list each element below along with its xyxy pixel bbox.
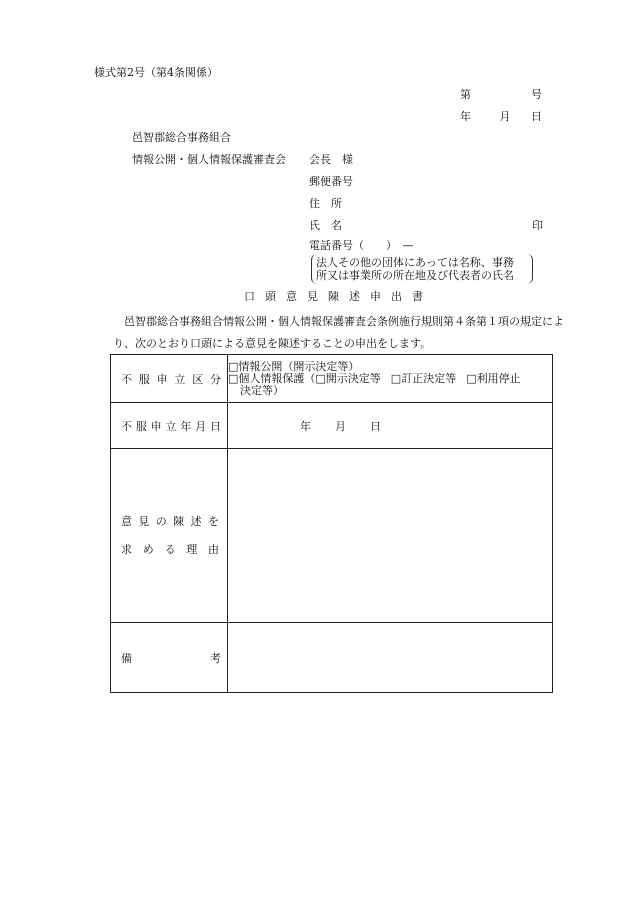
label-char: 述 (190, 514, 202, 528)
table-row (111, 449, 553, 623)
option-personal-info (228, 373, 552, 385)
document-number (460, 88, 542, 102)
label-char: 年 (180, 419, 192, 433)
label-char: 月 (195, 419, 207, 433)
appeal-day: 日 (370, 419, 381, 433)
phone-label: 電話番号（ ） — (309, 239, 414, 252)
submission-date (460, 110, 542, 124)
label-char: 備 (121, 651, 132, 665)
label-char: る (164, 542, 176, 556)
label-char: 不 (121, 419, 132, 433)
label-char: 不 (121, 372, 132, 386)
name-label (309, 219, 342, 233)
table-row (111, 403, 553, 449)
label-char: 理 (186, 542, 198, 556)
reason-label (111, 449, 228, 623)
addressee-chair: 会長 様 (309, 153, 353, 166)
label-char: め (142, 542, 154, 556)
postal-code-label: 郵便番号 (309, 175, 353, 188)
label-char: 区 (192, 372, 204, 386)
date-year: 年 (460, 110, 471, 123)
label-char: を (207, 514, 219, 528)
application-table (110, 354, 553, 693)
intro-paragraph: 邑智郡総合事務組合情報公開・個人情報保護審査会条例施行規則第４条第１項の規定により、次のとおり口頭による意見を陳述することの申出をします。 (113, 315, 564, 350)
appeal-month: 月 (335, 419, 346, 433)
date-month: 月 (499, 110, 511, 123)
label-char: 意 (121, 514, 132, 528)
label-char: 陳 (173, 514, 185, 528)
date-day: 日 (531, 110, 542, 123)
document-title: 口頭意見陳述申出書 (244, 290, 433, 303)
label-char: の (155, 514, 167, 528)
appeal-category-value (228, 355, 553, 403)
label-char: 立 (174, 372, 186, 386)
label-char: 由 (208, 542, 219, 556)
appeal-date-label (111, 403, 228, 449)
remarks-value[interactable] (228, 623, 553, 693)
label-char: 立 (165, 419, 177, 433)
label-char: 申 (150, 419, 162, 433)
note-line-1: 法人その他の団体にあっては名称、事務 (316, 256, 514, 269)
corporation-note (311, 254, 533, 284)
note-line-2: 所又は事業所の所在地及び代表者の氏名 (316, 269, 514, 282)
address-label (309, 197, 342, 211)
appeal-category-label (111, 355, 228, 403)
address-label-1: 住 (309, 197, 320, 210)
option-continuation: 決定等） (240, 383, 284, 397)
option-correction[interactable]: □訂正決定等 (390, 371, 457, 385)
name-label-2: 名 (331, 219, 342, 232)
form-number: 様式第2号（第4条関係） (94, 66, 218, 79)
label-char: 日 (209, 419, 221, 433)
addressee-committee: 情報公開・個人情報保護審査会 (132, 153, 286, 166)
address-label-2: 所 (331, 197, 342, 210)
table-row (111, 623, 553, 693)
option-usage-stop[interactable]: □利用停止 (466, 371, 521, 385)
label-char: 見 (138, 514, 150, 528)
name-label-1: 氏 (309, 219, 320, 232)
number-suffix: 号 (531, 88, 542, 101)
seal-mark: 印 (532, 219, 543, 232)
label-char: 申 (156, 372, 168, 386)
remarks-label (111, 623, 228, 693)
label-char: 分 (209, 372, 221, 386)
label-char: 求 (121, 542, 132, 556)
label-char: 服 (138, 372, 150, 386)
label-char: 服 (135, 419, 147, 433)
number-prefix: 第 (460, 88, 471, 101)
option-info-disclosure[interactable]: □情報公開（開示決定等） (228, 359, 360, 373)
table-row (111, 355, 553, 403)
option-personal-info-disclosure[interactable]: □個人情報保護（□開示決定等 (228, 371, 381, 385)
label-char: 考 (210, 651, 221, 665)
appeal-year: 年 (300, 419, 311, 433)
addressee-organization: 邑智郡総合事務組合 (132, 131, 231, 144)
appeal-date-value[interactable] (228, 403, 553, 449)
reason-value[interactable] (228, 449, 553, 623)
